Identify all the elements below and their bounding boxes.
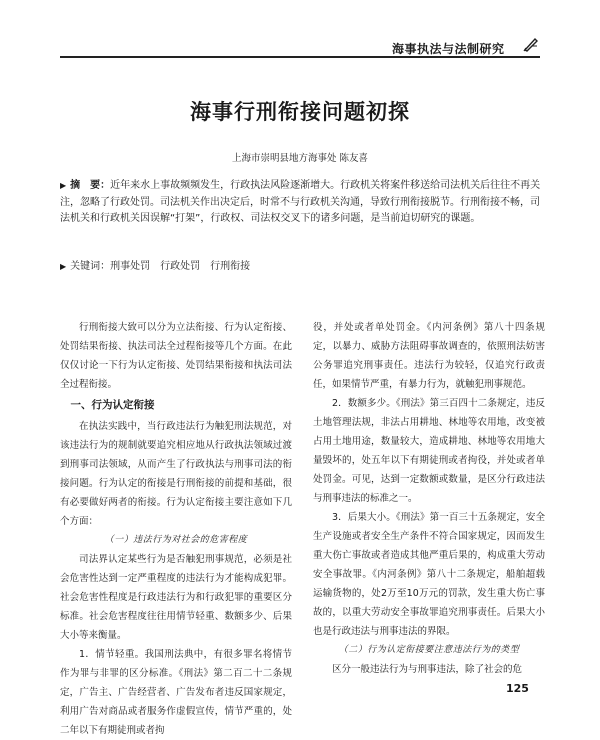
- pen-icon: [523, 36, 539, 52]
- paragraph: 在执法实践中，当行政违法行为触犯刑法规范，对该违法行为的规制就要追究相应地从行政执法领域过渡到刑事司法领域，从而产生了行政执法与刑事司法的衔接问题。行为认定的衔接是行刑衔接的前提和基础，很有必要做好两者的衔接。行为认定衔接主要注意如下几个方面：: [60, 421, 292, 527]
- article-author: 上海市崇明县地方海事处 陈友喜: [231, 153, 369, 164]
- article-title: 海事行刑衔接问题初探: [190, 100, 410, 124]
- paragraph: 3．后果大小。《刑法》第一百三十五条规定，安全生产设施或者安全生产条件不符合国家规定，因而发生重大伤亡事故或者造成其他严重后果的，构成重大劳动安全事故罪。《内河条例》第八十二条规定，船舶超载运输货物的，处2万至10万元的罚款，发生重大伤亡事故的，以重大劳动安全事故罪追究刑事责任。后果大小也是行政违法与刑事违法的界限。: [313, 512, 545, 637]
- keywords-text: 刑事处罚 行政处罚 行刑衔接: [110, 261, 251, 272]
- paragraph: 1．情节轻重。我国刑法典中，有很多罪名将情节作为罪与非罪的区分标准。《刑法》第二百二十二条规定，广告主、广告经营者、广告发布者违反国家规定，利用广告对商品或者服务作虚假宣传，情节严重的，处二年以下有期徒刑或者拘: [60, 649, 292, 736]
- header-rule: [60, 56, 540, 58]
- paragraph: 区分一般违法行为与刑事违法，除了社会的危: [332, 664, 523, 675]
- abstract-label: 摘 要：: [70, 180, 111, 191]
- keywords: [60, 257, 250, 272]
- section-heading: 一、行为认定衔接: [70, 399, 155, 411]
- bullet-triangle-icon: ▶: [60, 262, 67, 271]
- paragraph: 役，并处或者单处罚金。《内河条例》第八十四条规定，以暴力、威胁方法阻碍事故调查的，依照刑法妨害公务罪追究刑事责任。违法行为较轻，仅追究行政责任，如果情节严重，有暴力行为，就触犯刑事规范。: [313, 322, 545, 390]
- paragraph: 行刑衔接大致可以分为立法衔接、行为认定衔接、处罚结果衔接、执法司法全过程衔接等几个方面。在此仅仅讨论一下行为认定衔接、处罚结果衔接和执法司法全过程衔接。: [60, 322, 292, 390]
- subsection-heading: （一）违法行为对社会的危害程度: [104, 535, 248, 545]
- left-column: [60, 318, 292, 740]
- paragraph: 2．数额多少。《刑法》第三百四十二条规定，违反土地管理法规，非法占用耕地、林地等农用地，改变被占用土地用途，数量较大，造成耕地、林地等农用地大量毁坏的，处五年以下有期徒刑或者拘役，并处或者单处罚金。可见，达到一定数额或数量，是区分行政违法与刑事违法的标准之一。: [313, 398, 545, 504]
- abstract-text: 近年来水上事故频频发生，行政执法风险逐渐增大。行政机关将案件移送给司法机关后往往不再关注，忽略了行政处罚。司法机关作出决定后，时常不与行政机关沟通，导致行刑衔接脱节。行刑衔接不畅，司法机关和行政机关因误解“打架”，行政权、司法权交叉下的诸多问题，是当前迫切研究的课题。: [60, 180, 541, 224]
- bullet-triangle-icon: ▶: [60, 181, 67, 190]
- column-title: 海事执法与法制研究: [392, 42, 505, 56]
- right-column: [313, 318, 545, 679]
- page-number: 125: [506, 682, 529, 695]
- keywords-label: 关键词：: [70, 261, 111, 272]
- abstract: [60, 178, 545, 228]
- subsection-heading: （二）行为认定衔接要注意违法行为的类型: [338, 645, 520, 655]
- paragraph: 司法界认定某些行为是否触犯刑事规范，必须是社会危害性达到一定严重程度的违法行为才能构成犯罪。社会危害性程度是行政违法行为和行政犯罪的重要区分标准。社会危害程度往往用情节轻重、数额多少、后果大小等来衡量。: [60, 554, 292, 641]
